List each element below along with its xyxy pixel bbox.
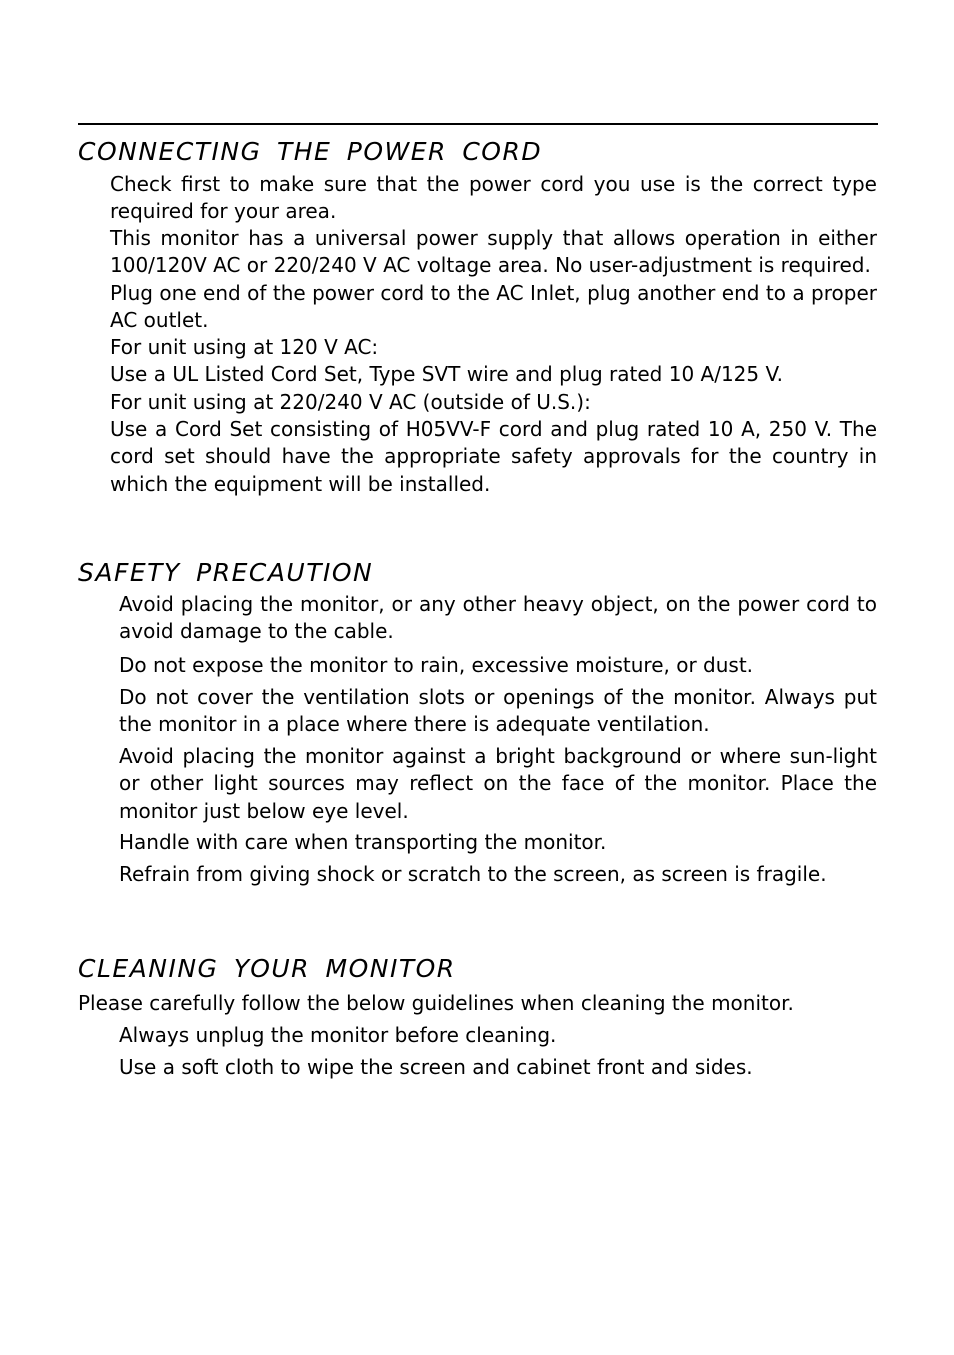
cleaning-item: Always unplug the monitor before cleaning. (119, 1023, 557, 1047)
power-cord-paragraph: Use a Cord Set consisting of H05VV-F cord and plug rated 10 A, 250 V. The cord set should have the appropriate safety approvals for the country in which the equipment will be installed. (110, 417, 877, 496)
safety-item: Handle with care when transporting the monitor. (119, 830, 607, 854)
safety-heading: SAFETY PRECAUTION (78, 558, 374, 587)
power-cord-paragraph: Check first to make sure that the power cord you use is the correct type required for your area. (110, 172, 877, 224)
safety-item: Do not expose the monitor to rain, excessive moisture, or dust. (119, 653, 754, 677)
safety-item: Avoid placing the monitor against a bright background or where sun-light or other light sources may reflect on the face of the monitor. Place the monitor just below eye level. (119, 744, 877, 823)
safety-item: Refrain from giving shock or scratch to the screen, as screen is fragile. (119, 862, 827, 886)
cleaning-intro: Please carefully follow the below guidelines when cleaning the monitor. (78, 991, 794, 1015)
power-cord-paragraph: For unit using at 220/240 V AC (outside of U.S.): (110, 390, 591, 414)
power-cord-paragraph: For unit using at 120 V AC: (110, 335, 379, 359)
power-cord-paragraph: Plug one end of the power cord to the AC Inlet, plug another end to a proper AC outlet. (110, 281, 877, 333)
cleaning-heading: CLEANING YOUR MONITOR (78, 954, 456, 983)
top-divider (78, 123, 878, 125)
power-cord-heading: CONNECTING THE POWER CORD (78, 137, 543, 166)
power-cord-paragraph: This monitor has a universal power supply that allows operation in either 100/120V AC or 220/240 V AC voltage area. No user-adjustment is required. (110, 226, 877, 278)
safety-item: Do not cover the ventilation slots or openings of the monitor. Always put the monitor in a place where there is adequate ventilation. (119, 685, 877, 737)
safety-item: Avoid placing the monitor, or any other heavy object, on the power cord to avoid damage to the cable. (119, 592, 877, 644)
cleaning-item: Use a soft cloth to wipe the screen and cabinet front and sides. (119, 1055, 753, 1079)
power-cord-paragraph: Use a UL Listed Cord Set, Type SVT wire and plug rated 10 A/125 V. (110, 362, 783, 386)
